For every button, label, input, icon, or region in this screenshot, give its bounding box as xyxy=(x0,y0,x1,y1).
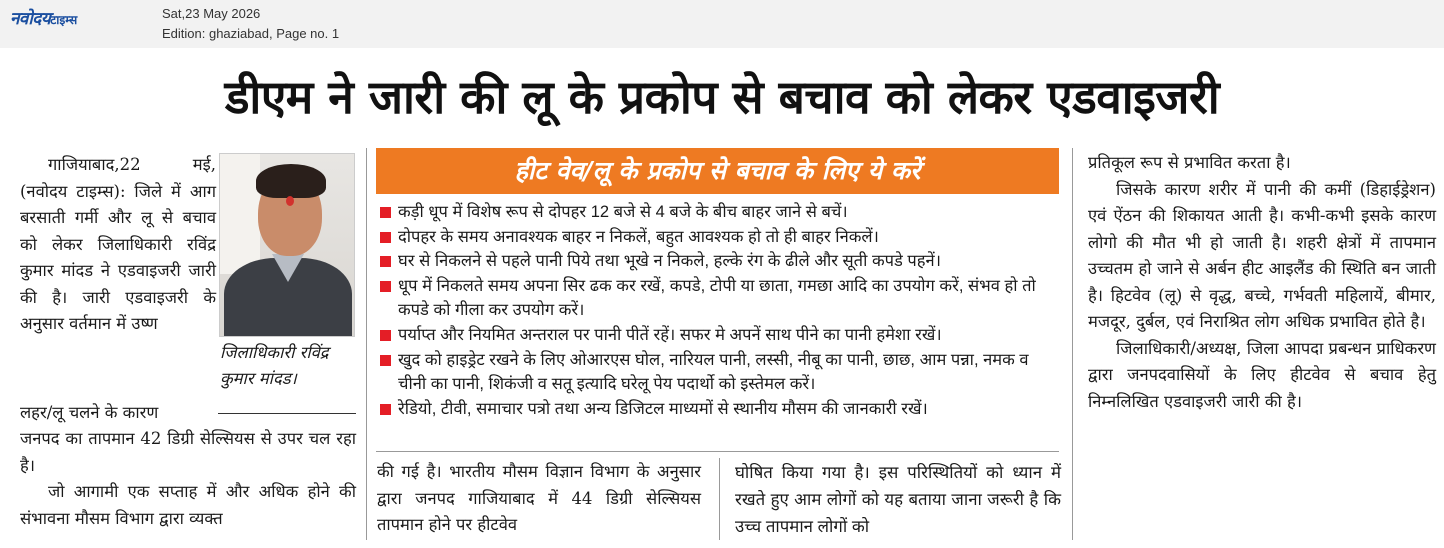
article-paragraph: जिसके कारण शरीर में पानी की कमीं (डिहाईड्रेशन) एवं ऐंठन की शिकायत आती है। कभी-कभी इसके कारण लोगो की मौत भी हो जाती है। शहरी क्षेत्रों में तापमान उच्चतम हो जाने से अर्बन हीट आइलैंड की स्थिति बन जाती है। हिटवेव (लू) से वृद्ध, बच्चे, गर्भवती महिलायें, बीमार, मजदूर, दुर्बल, एवं निराश्रित लोग अधिक प्रभावित होते है। xyxy=(1088,179,1436,331)
edition-page: Edition: ghaziabad, Page no. 1 xyxy=(162,26,340,41)
article-paragraph: जनपद का तापमान 42 डिग्री सेल्सियस से उपर चल रहा है। xyxy=(20,429,356,475)
advisory-item xyxy=(378,274,1056,323)
advisory-item xyxy=(378,323,1056,348)
advisory-item xyxy=(378,397,1056,422)
column-divider xyxy=(366,148,367,540)
column-divider xyxy=(1072,148,1073,540)
advisory-item-text: घर से निकलने से पहले पानी पिये तथा भूखे न निकले, हल्के रंग के ढीले और सूती कपडे पहनें। xyxy=(398,252,941,271)
box-bottom-rule xyxy=(376,451,1059,452)
caption-divider xyxy=(218,413,356,414)
advisory-item xyxy=(378,200,1056,225)
column-divider xyxy=(719,458,720,540)
advisory-item xyxy=(378,348,1056,397)
advisory-box-title: हीट वेव/लू के प्रकोप से बचाव के लिए ये करें xyxy=(376,148,1059,194)
advisory-item-text: कड़ी धूप में विशेष रूप से दोपहर 12 बजे से 4 बजे के बीच बाहर जाने से बचें। xyxy=(398,203,848,221)
article-column-4 xyxy=(1088,150,1436,415)
advisory-item xyxy=(378,249,1056,274)
dm-portrait-photo xyxy=(219,153,355,337)
advisory-list xyxy=(378,200,1056,421)
advisory-item-text: धूप में निकलते समय अपना सिर ढक कर रखें, कपडे, टोपी या छाता, गमछा आदि का उपयोग करें, संभव हो तो कपडे को गीला कर उपयोग करें। xyxy=(398,276,1036,320)
article-paragraph: प्रतिकूल रूप से प्रभावित करता है। xyxy=(1088,153,1291,172)
bullet-square-icon xyxy=(380,256,391,267)
article-paragraph: की गई है। भारतीय मौसम विज्ञान विभाग के अनुसार द्वारा जनपद गाजियाबाद में 44 डिग्री सेल्सियस तापमान होने पर हीटवेव xyxy=(377,462,701,534)
edition-date: Sat,23 May 2026 xyxy=(162,6,261,21)
logo-name-sub: टाइम्स xyxy=(50,13,78,27)
edition-meta xyxy=(162,4,339,44)
photo-hair xyxy=(256,164,326,198)
bullet-square-icon xyxy=(380,330,391,341)
bullet-square-icon xyxy=(380,355,391,366)
article-column-2 xyxy=(377,459,701,539)
article-line: लहर/लू चलने के कारण xyxy=(20,403,159,422)
article-paragraph: गाजियाबाद,22 मई,(नवोदय टाइम्स): जिले में आग बरसाती गर्मी और लू से बचाव को लेकर जिलाधिकारी रविंद्र कुमार मांदड ने एडवाइजरी जारी की है। जारी एडवाइजरी के अनुसार वर्तमान में उष्ण xyxy=(20,155,216,333)
photo-background xyxy=(220,154,260,274)
article-column-3 xyxy=(735,459,1061,540)
photo-caption: जिलाधिकारी रविंद्र कुमार मांदड। xyxy=(220,343,329,388)
advisory-item xyxy=(378,225,1056,250)
advisory-item-text: रेडियो, टीवी, समाचार पत्रो तथा अन्य डिजिटल माध्यमों से स्थानीय मौसम की जानकारी रखें। xyxy=(398,399,928,418)
edition-bar xyxy=(0,0,1444,48)
article-paragraph: घोषित किया गया है। इस परिस्थितियों को ध्यान में रखते हुए आम लोगों को यह बताया जाना जरूरी है कि उच्च तापमान लोगों को xyxy=(735,463,1061,536)
logo-name-main: नवोदय xyxy=(10,9,51,29)
newspaper-logo[interactable] xyxy=(10,6,77,29)
article-column-1-continued xyxy=(20,426,356,532)
advisory-item-text: दोपहर के समय अनावश्यक बाहर न निकलें, बहुत आवश्यक हो तो ही बाहर निकलें। xyxy=(398,227,879,246)
bullet-square-icon xyxy=(380,404,391,415)
bullet-square-icon xyxy=(380,207,391,218)
bullet-square-icon xyxy=(380,281,391,292)
article-paragraph: जिलाधिकारी/अध्यक्ष, जिला आपदा प्रबन्धन प्राधिकरण द्वारा जनपदवासियों के लिए हीटवेव से बचाव हेतु निम्नलिखित एडवाइजरी जारी की है। xyxy=(1088,338,1436,411)
advisory-item-text: खुद को हाइड्रेट रखने के लिए ओआरएस घोल, नारियल पानी, लस्सी, नीबू का पानी, छाछ, आम पन्ना, नमक व चीनी का पानी, शिकंजी व सतू इत्यादि घरेलू पेय पदार्थो को इस्तेमल करें। xyxy=(398,350,1029,394)
bullet-square-icon xyxy=(380,232,391,243)
article-paragraph: जो आगामी एक सप्ताह में और अधिक होने की संभावना मौसम विभाग द्वारा व्यक्त xyxy=(20,482,356,528)
advisory-item-text: पर्याप्त और नियमित अन्तराल पर पानी पीतें रहें। सफर मे अपनें साथ पीने का पानी हमेशा रखें। xyxy=(398,325,942,344)
page-headline: डीएम ने जारी की लू के प्रकोप से बचाव को लेकर एडवाइजरी xyxy=(224,70,1220,124)
photo-tilak xyxy=(286,196,294,206)
article-column-1 xyxy=(20,152,216,338)
